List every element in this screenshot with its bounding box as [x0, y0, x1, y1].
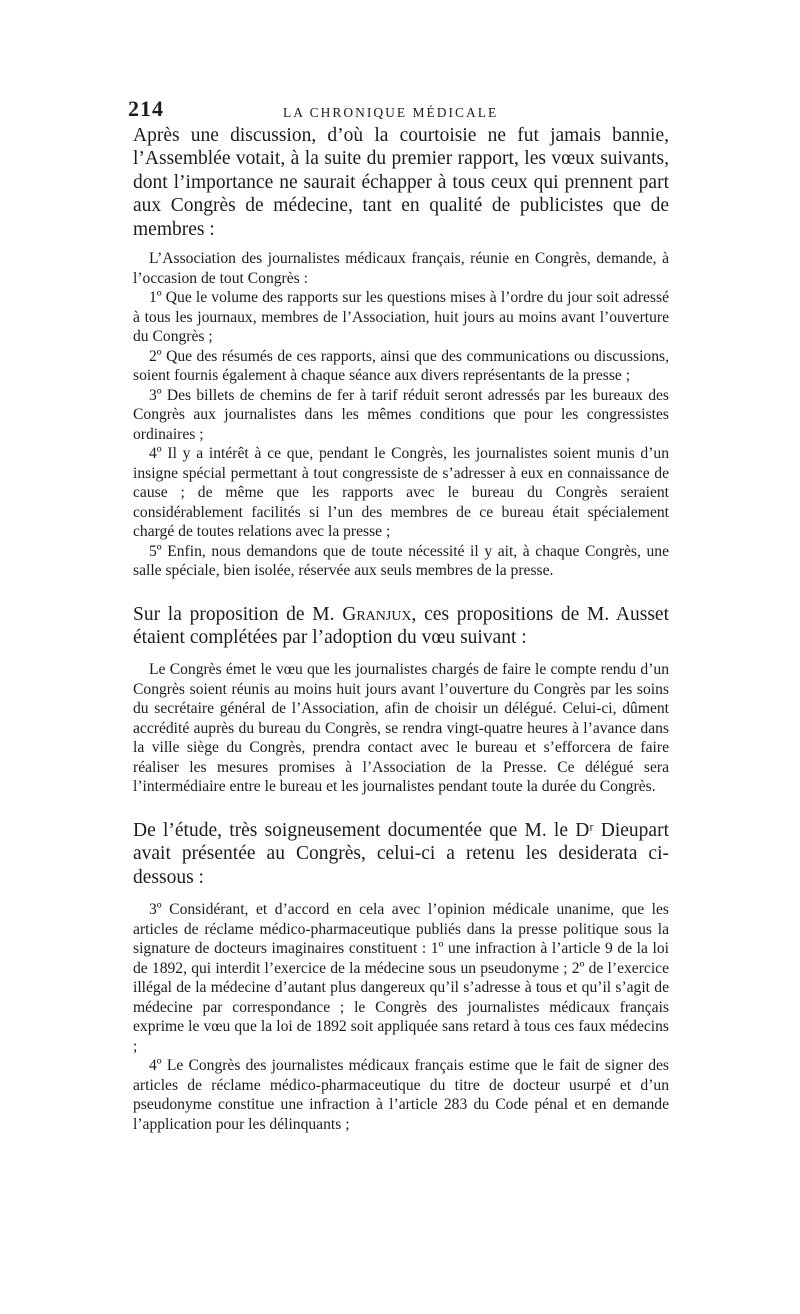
page-number: 214 — [128, 96, 164, 121]
resolution-item: 5º Enfin, nous demandons que de toute nécessité il y ait, à chaque Congrès, une salle spéciale, bien isolée, réservée aux seuls membres de la presse. — [133, 542, 669, 580]
granjux-resolution: Le Congrès émet le vœu que les journalistes chargés de faire le compte rendu d’un Congrès soient réunis au moins huit jours avant l’ouverture du Congrès par les soins du secrétaire général de l’Association, afin de choisir un délégué. Celui-ci, dûment accrédité auprès du bureau du Congrès, se rendra vingt-quatre heures à l’avance dans la ville siège du Congrès, prendra contact avec le bureau et s’efforcera de faire réaliser les mesures promises à l’Association de la Presse. Ce délégué sera l’intermédiaire entre le bureau et les journalistes pendant toute la durée du Congrès. — [133, 661, 669, 796]
resolution-item: 1º Que le volume des rapports sur les questions mises à l’ordre du jour soit adressé à tous les journaux, membres de l’Association, huit jours au moins avant l’ouverture du Congrès ; — [133, 289, 669, 346]
granjux-section-heading — [133, 603, 669, 650]
granjux-heading-before: Sur la proposition de M. — [133, 603, 343, 625]
resolution-item: 4º Il y a intérêt à ce que, pendant le Congrès, les journalistes soient munis d’un insigne spécial permettant à tout congressiste de s’adresser à eux en connaissance de cause ; de même que les rapports avec le bureau du Congrès seraient considérablement facilités si l’un des membres de ce bureau était spécialement chargé de toutes relations avec la presse ; — [133, 445, 669, 541]
resolution-intro: L’Association des journalistes médicaux français, réunie en Congrès, demande, à l’occasion de tout Congrès : — [133, 250, 669, 287]
dieupart-section-heading: De l’étude, très soigneusement documentée que M. le Dʳ Dieupart avait présentée au Congrès, celui-ci a retenu les desiderata ci-dessous : — [133, 819, 669, 888]
intro-paragraph: Après une discussion, d’où la courtoisie ne fut jamais bannie, l’Assemblée votait, à la suite du premier rapport, les vœux suivants, dont l’importance ne saurait échapper à tous ceux qui prennent part aux Congrès de médecine, tant en qualité de publicistes que de membres : — [133, 125, 669, 240]
document-page — [128, 96, 669, 1134]
granjux-name: Granjux — [342, 603, 412, 625]
granjux-heading-after: , ces propositions de M. Ausset étaient complétées par l’adoption du vœu suivant : — [133, 603, 669, 648]
resolution-item: 2º Que des résumés de ces rapports, ainsi que des communications ou discussions, soient fournis également à chaque séance aux divers représentants de la presse ; — [133, 347, 669, 385]
resolution-item: 3º Des billets de chemins de fer à tarif réduit seront adressés par les bureaux des Congrès aux journalistes dans les mêmes conditions que pour les congressistes ordinaires ; — [133, 386, 669, 443]
dieupart-item: 3º Considérant, et d’accord en cela avec l’opinion médicale unanime, que les articles de réclame médico-pharmaceutique publiés dans la presse politique sous la signature de docteurs imaginaires constituent : 1º une infraction à l’article 9 de la loi de 1892, qui interdit l’exercice de la médecine sous un pseudonyme ; 2º de l’exercice illégal de la médecine d’autant plus dangereux qu’il s’adresse à tous et qu’il s’agit de médecine par correspondance ; le Congrès des journalistes médicaux français exprime le vœu que la loi de 1892 soit appliquée sans retard à tous ces faux médecins ; — [133, 901, 669, 1055]
running-head — [128, 96, 669, 124]
journal-title: LA CHRONIQUE MÉDICALE — [283, 105, 499, 120]
dieupart-item: 4º Le Congrès des journalistes médicaux français estime que le fait de signer des articles de réclame médico-pharmaceutique du titre de docteur usurpé et d’un pseudonyme constitue une infraction à l’article 283 du Code pénal et en demande l’application pour les délinquants ; — [133, 1057, 669, 1133]
